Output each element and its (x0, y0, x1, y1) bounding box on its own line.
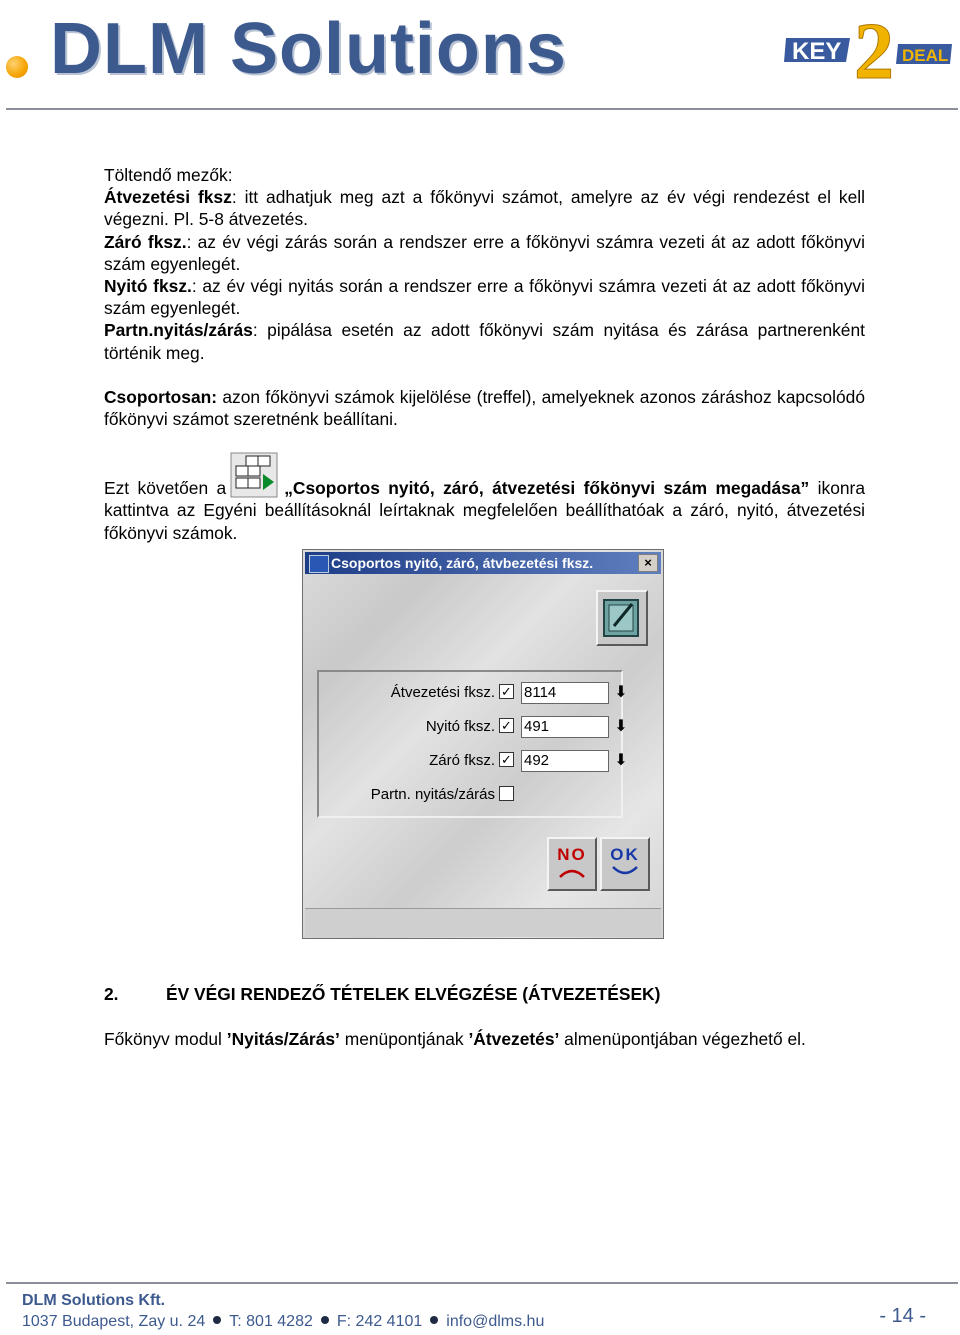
desc-csoportos-icon: ikonra kattintva az Egyéni beállításoknál leírtaknak megfelelően beállíthatóak a záró, nyitó, átvezetési főkönyvi számok. (104, 478, 866, 543)
close-button[interactable]: × (638, 554, 658, 572)
input-zaro[interactable]: 492 (521, 750, 609, 772)
dialog-title: Csoportos nyitó, záró, átvbezetési fksz. (331, 555, 594, 571)
term-zaro: Záró fksz. (104, 231, 187, 252)
edit-icon (598, 592, 646, 644)
brand-dot-icon (6, 56, 28, 78)
paragraph-partner (104, 319, 865, 363)
section-heading (104, 984, 660, 1005)
section-title: ÉV VÉGI RENDEZŐ TÉTELEK ELVÉGZÉSE (ÁTVEZETÉSEK) (166, 984, 661, 1004)
desc-zaro: : az év végi zárás során a rendszer erre a főkönyvi számra vezeti át az adott főkönyvi szám egyenlegét. (104, 231, 865, 274)
footer-contact (22, 1313, 544, 1331)
desc-nyito: : az év végi nyitás során a rendszer erre a főkönyvi számra vezeti át az adott főkönyvi szám egyenlegét. (104, 276, 865, 319)
intro-line: Töltendő mezők: (104, 165, 233, 185)
desc-partner: : pipálása esetén az adott főkönyvi szám nyitása és zárása partnerenként történik meg. (104, 320, 865, 363)
term-nyito: Nyitó fksz. (104, 276, 192, 297)
ok-button[interactable] (600, 837, 650, 891)
page-header (0, 0, 960, 112)
text-ezt-kovetoen: Ezt követően a (104, 478, 227, 499)
accounts-group (317, 670, 628, 818)
group-settings-icon (230, 452, 278, 498)
edit-button[interactable] (596, 590, 648, 646)
footer-fax: F: 242 4101 (336, 1313, 423, 1330)
footer-divider (6, 1282, 958, 1284)
bullet-icon (321, 1316, 329, 1324)
svg-text:2: 2 (854, 8, 894, 88)
paragraph-zaro (104, 231, 865, 275)
section-number: 2. (104, 984, 119, 1004)
section-paragraph (104, 1028, 865, 1050)
input-nyito[interactable]: 491 (521, 716, 609, 738)
footer-email[interactable]: info@dlms.hu (446, 1313, 545, 1330)
row-zaro (319, 748, 628, 774)
row-atvezetesi (319, 680, 628, 706)
dialog-statusbar (305, 908, 661, 937)
smile-face-icon (610, 865, 640, 879)
section-text-pre: Főkönyv modul (104, 1029, 227, 1049)
input-atvezetesi[interactable]: 8114 (521, 682, 609, 704)
group-accounts-dialog (302, 549, 664, 939)
section-term-nyitas: ’Nyitás/Zárás’ (226, 1029, 340, 1049)
back-icon[interactable] (309, 555, 329, 573)
dropdown-arrow-icon[interactable]: ⬇ (614, 752, 628, 769)
desc-csoportosan: azon főkönyvi számok kijelölése (treffel), amelyeknek azonos záráshoz kapcsolódó főkönyvi számot szeretnénk beállítani. (104, 386, 865, 430)
header-divider (6, 108, 958, 110)
paragraph-ezt-kovetoen (104, 452, 865, 544)
ok-label: OK (610, 845, 640, 864)
paragraph-nyito (104, 275, 865, 319)
footer-address: 1037 Budapest, Zay u. 24 (22, 1313, 206, 1330)
term-atvezetesi: Átvezetési fksz (104, 187, 232, 208)
section-text-mid: menüpontjának (339, 1029, 469, 1049)
label-partner: Partn. nyitás/zárás (370, 786, 495, 803)
paragraph-csoportosan (104, 386, 865, 430)
section-text-post: almenüpontjában végezhető el. (559, 1029, 806, 1049)
footer-phone: T: 801 4282 (229, 1313, 313, 1330)
label-nyito: Nyitó fksz. (425, 718, 495, 735)
bullet-icon (213, 1316, 221, 1324)
sad-face-icon (557, 865, 587, 879)
desc-atvezetesi: : itt adhatjuk meg azt a főkönyvi számot, amelyre az év végi rendezést el kell végezni. Pl. 5-8 átvezetés. (104, 187, 865, 230)
dropdown-arrow-icon[interactable]: ⬇ (614, 718, 628, 735)
term-csoportosan: Csoportosan: (104, 386, 218, 407)
checkbox-atvezetesi[interactable]: ✓ (499, 684, 514, 699)
dropdown-arrow-icon[interactable]: ⬇ (614, 684, 628, 701)
brand-title: DLM Solutions (50, 9, 567, 89)
row-nyito (319, 714, 628, 740)
document-body (104, 164, 865, 544)
bullet-icon (430, 1316, 438, 1324)
paragraph-atvezetesi (104, 186, 865, 230)
label-atvezetesi: Átvezetési fksz. (390, 684, 495, 701)
no-button[interactable] (547, 837, 597, 891)
no-label: NO (557, 845, 587, 864)
page-number: - 14 - (879, 1305, 926, 1327)
svg-text:KEY: KEY (792, 38, 842, 65)
key2deal-logo (784, 4, 954, 88)
checkbox-partner[interactable] (499, 786, 514, 801)
dialog-titlebar[interactable] (305, 552, 661, 574)
checkbox-zaro[interactable]: ✓ (499, 752, 514, 767)
section-term-atvezetes: ’Átvezetés’ (468, 1029, 560, 1049)
term-partner: Partn.nyitás/zárás (104, 320, 253, 341)
row-partner (319, 782, 625, 808)
label-zaro: Záró fksz. (429, 752, 495, 769)
footer-company: DLM Solutions Kft. (22, 1292, 166, 1309)
svg-text:DEAL: DEAL (902, 46, 949, 65)
checkbox-nyito[interactable]: ✓ (499, 718, 514, 733)
term-csoportos-icon: „Csoportos nyitó, záró, átvezetési főkönyvi szám megadása” (284, 478, 810, 499)
